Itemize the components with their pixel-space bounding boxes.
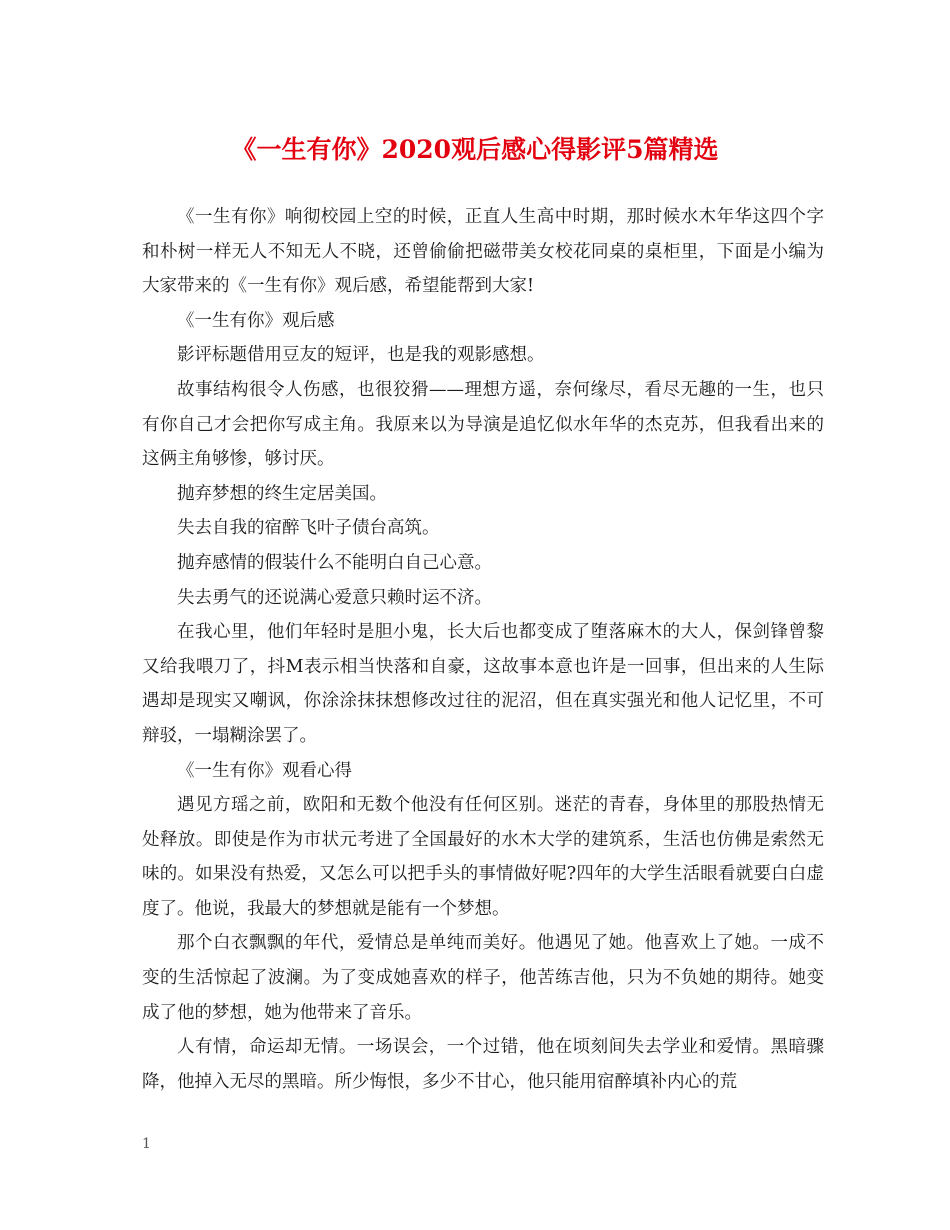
document-title: 《一生有你》2020观后感心得影评5篇精选 (231, 135, 719, 164)
paragraph: 故事结构很令人伤感，也很狡猾——理想方遥，奈何缘尽，看尽无趣的一生，也只有你自己才会把你写成主角。我原来以为导演是追忆似水年华的杰克苏，但我看出来的这俩主角够惨，够讨厌。 (142, 379, 824, 470)
paragraph: 抛弃梦想的终生定居美国。 (177, 483, 387, 504)
paragraph: 遇见方瑶之前，欧阳和无数个他没有任何区别。迷茫的青春，身体里的那股热情无处释放。即使是作为市状元考进了全国最好的水木大学的建筑系，生活也仿佛是索然无味的。如果没有热爱，又怎么可以把手头的事情做好呢?四年的大学生活眼看就要白白虚度了。他说，我最大的梦想就是能有一个梦想。 (142, 795, 824, 919)
paragraph: 影评标题借用豆友的短评，也是我的观影感想。 (177, 345, 545, 366)
paragraph: 失去勇气的还说满心爱意只赖时运不济。 (177, 587, 492, 608)
paragraph: 人有情，命运却无情。一场误会，一个过错，他在顷刻间失去学业和爱情。黑暗骤降，他掉入无尽的黑暗。所少悔恨，多少不甘心，他只能用宿醉填补内心的荒 (142, 1037, 824, 1092)
page-number: 1 (142, 1136, 151, 1152)
paragraph: 失去自我的宿醉飞叶子债台高筑。 (177, 518, 440, 539)
paragraph: 抛弃感情的假装什么不能明白自己心意。 (177, 552, 492, 573)
section-heading: 《一生有你》观看心得 (177, 760, 352, 781)
paragraph: 在我心里，他们年轻时是胆小鬼，长大后也都变成了堕落麻木的大人，保剑锋曾黎又给我喂刀了，抖M表示相当快落和自豪，这故事本意也许是一回事，但出来的人生际遇却是现实又嘲讽，你涂涂抹抹想修改过往的泥沼，但在真实强光和他人记忆里，不可辩驳，一塌糊涂罢了。 (142, 622, 824, 746)
paragraph: 那个白衣飘飘的年代，爱情总是单纯而美好。他遇见了她。他喜欢上了她。一成不变的生活惊起了波澜。为了变成她喜欢的样子，他苦练吉他，只为不负她的期待。她变成了他的梦想，她为他带来了音乐。 (142, 933, 824, 1023)
document-body (142, 200, 824, 1099)
paragraph-intro: 《一生有你》响彻校园上空的时候，正直人生高中时期，那时候水木年华这四个字和朴树一样无人不知无人不晓，还曾偷偷把磁带美女校花同桌的桌柜里，下面是小编为大家带来的《一生有你》观后感，希望能帮到大家! (142, 207, 824, 297)
section-heading: 《一生有你》观后感 (177, 310, 335, 331)
